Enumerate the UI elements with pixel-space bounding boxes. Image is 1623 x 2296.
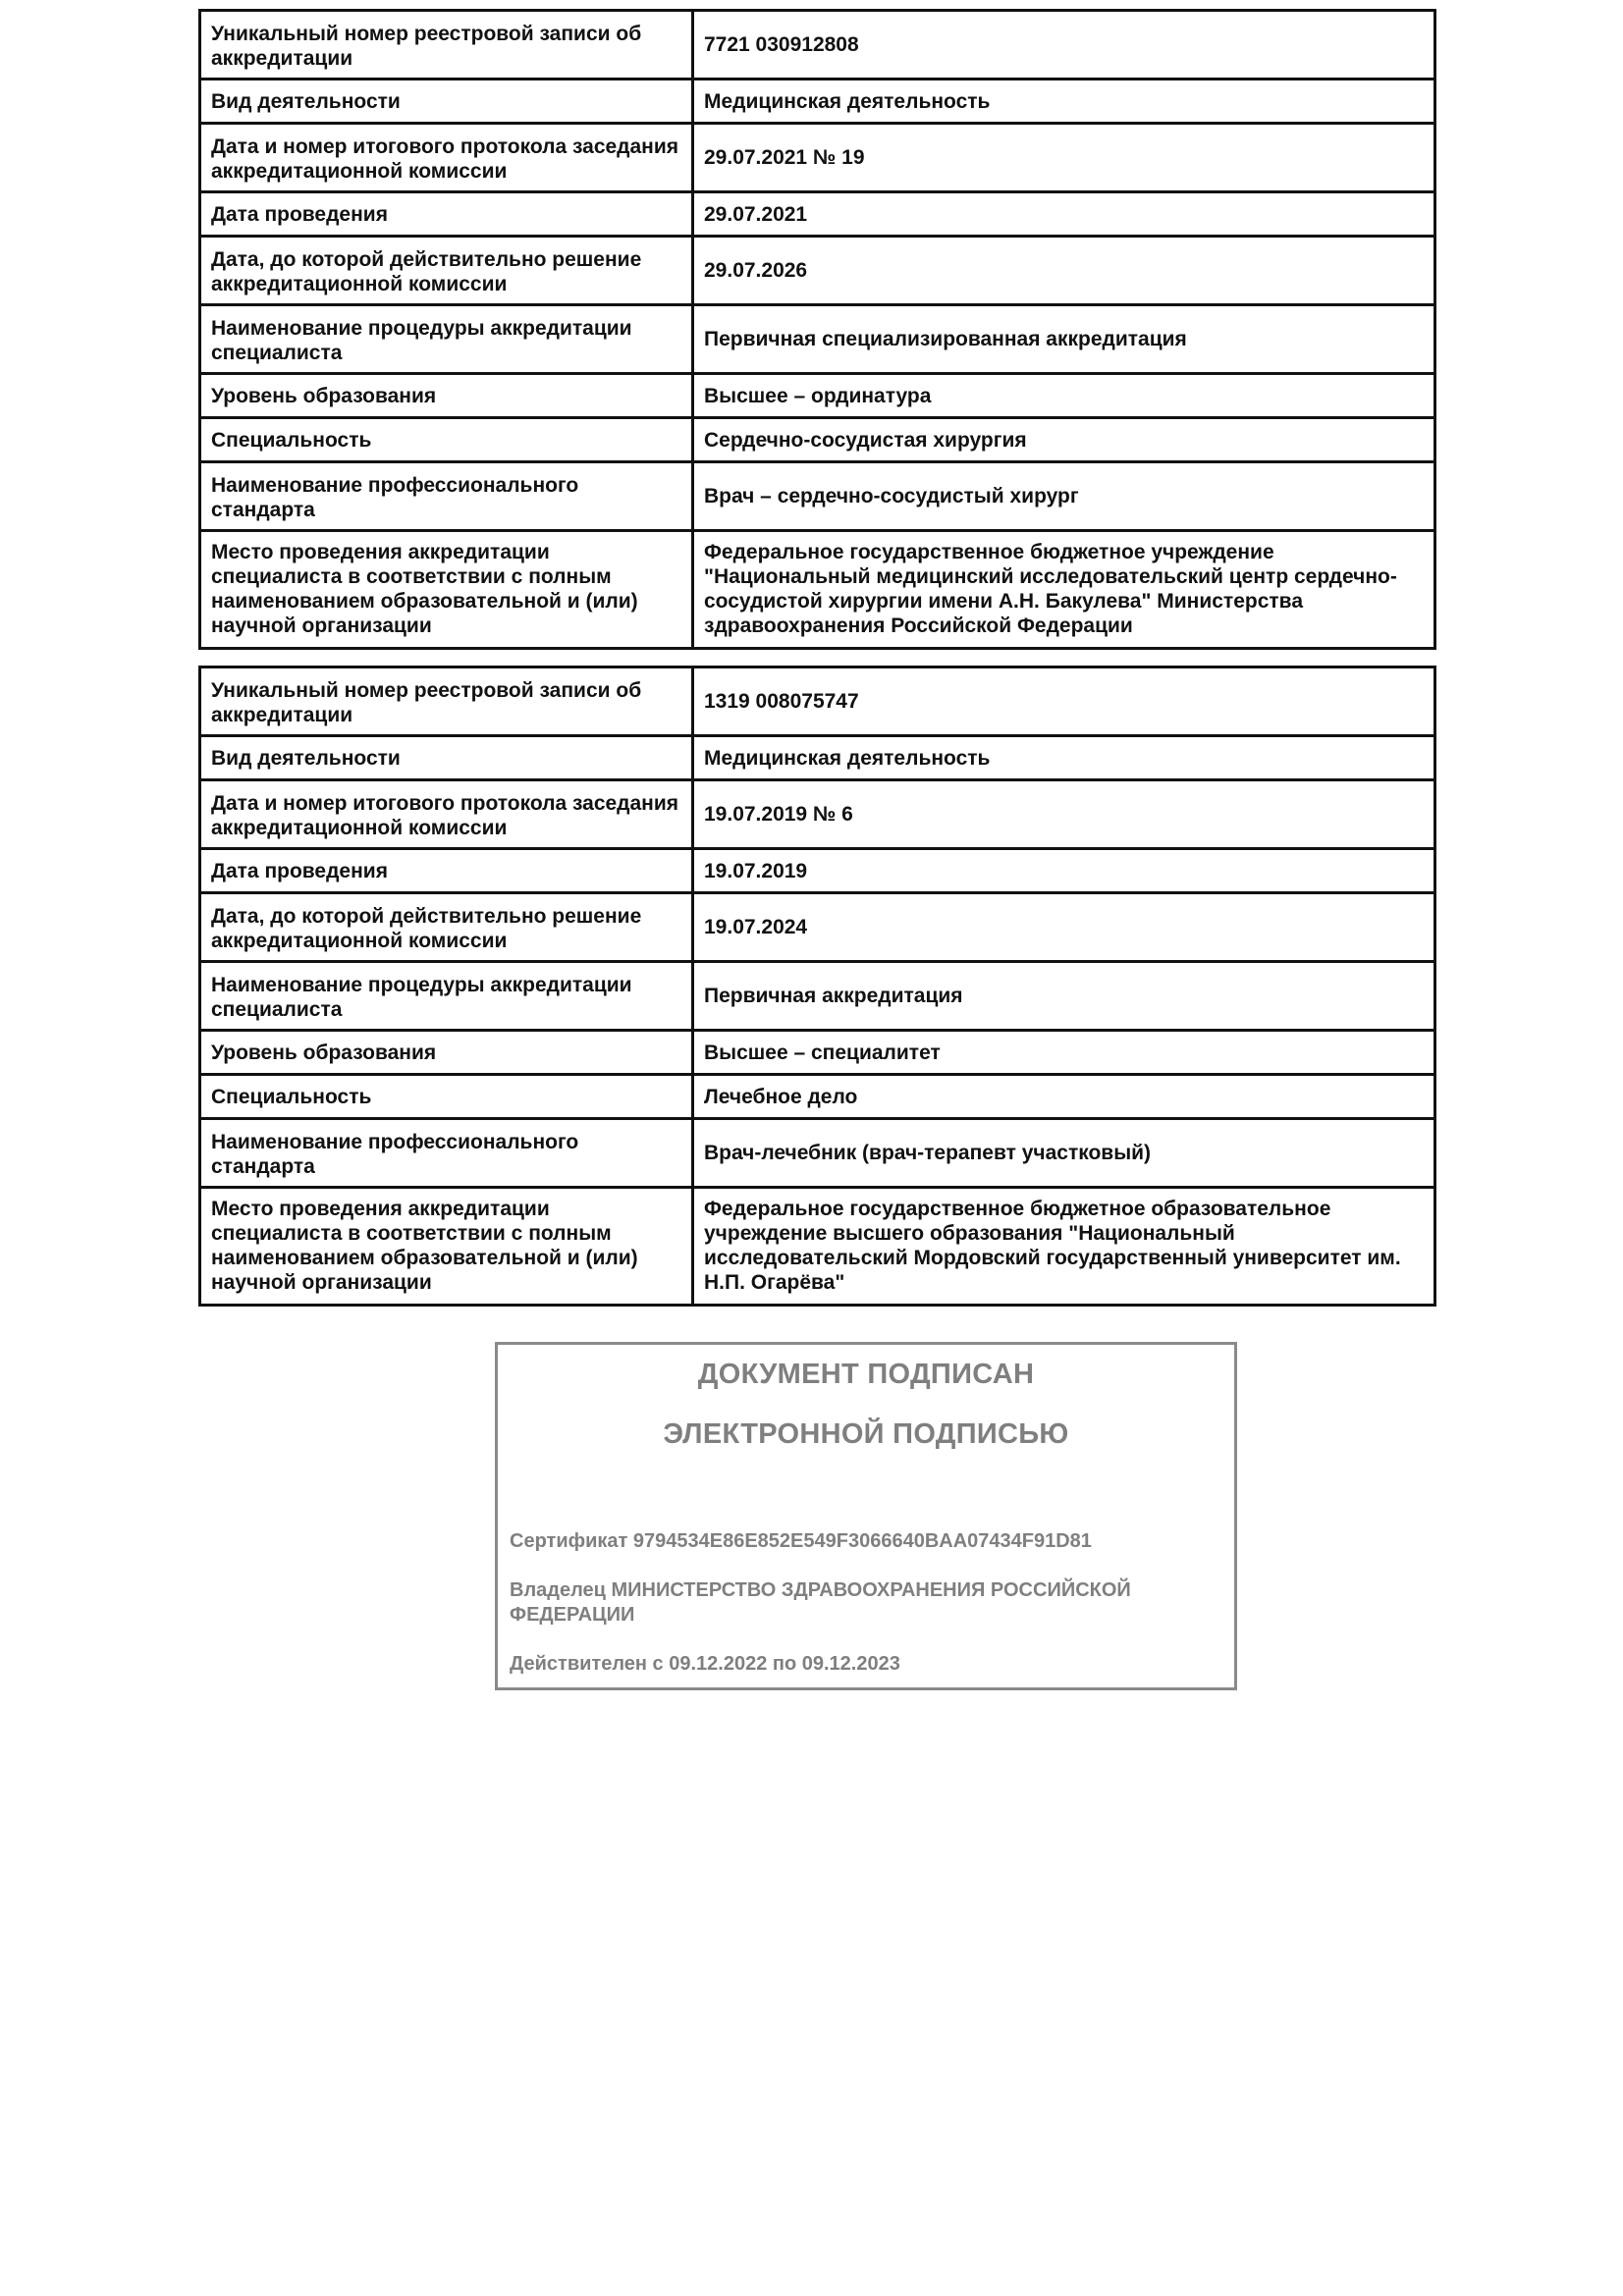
table-row bbox=[200, 1119, 1435, 1188]
owner-text: Владелец МИНИСТЕРСТВО ЗДРАВООХРАНЕНИЯ РОССИЙСКОЙ ФЕДЕРАЦИИ bbox=[510, 1579, 1131, 1626]
validity-text: Действителен с 09.12.2022 по 09.12.2023 bbox=[510, 1653, 900, 1675]
table-row bbox=[200, 849, 1435, 893]
education-level-value: Высшее – специалитет bbox=[693, 1031, 1435, 1075]
procedure-label: Наименование процедуры аккредитации специалиста bbox=[200, 962, 693, 1031]
education-level-label: Уровень образования bbox=[200, 374, 693, 418]
table-row bbox=[200, 1031, 1435, 1075]
table-row bbox=[200, 192, 1435, 237]
procedure-label: Наименование процедуры аккредитации специалиста bbox=[200, 305, 693, 374]
date-label: Дата проведения bbox=[200, 192, 693, 237]
valid-until-value: 19.07.2024 bbox=[693, 893, 1435, 962]
table-row bbox=[200, 1075, 1435, 1119]
place-label: Место проведения аккредитации специалиста в соответствии с полным наименованием образовательной и (или) научной организации bbox=[200, 531, 693, 649]
specialty-value: Лечебное дело bbox=[693, 1075, 1435, 1119]
table-row bbox=[200, 11, 1435, 80]
valid-until-label: Дата, до которой действительно решение аккредитационной комиссии bbox=[200, 237, 693, 305]
standard-value: Врач – сердечно-сосудистый хирург bbox=[693, 462, 1435, 531]
registry-number-value: 7721 030912808 bbox=[693, 11, 1435, 80]
table-row bbox=[200, 531, 1435, 649]
table-row bbox=[200, 418, 1435, 462]
valid-until-label: Дата, до которой действительно решение аккредитационной комиссии bbox=[200, 893, 693, 962]
place-value: Федеральное государственное бюджетное учреждение "Национальный медицинский исследовательский центр сердечно-сосудистой хирургии имени А.Н. Бакулева" Министерства здравоохранения Российской Федерации bbox=[693, 531, 1435, 649]
protocol-value: 29.07.2021 № 19 bbox=[693, 124, 1435, 192]
certificate-text: Сертификат 9794534E86E852E549F3066640BAA07434F91D81 bbox=[510, 1530, 1092, 1552]
date-value: 19.07.2019 bbox=[693, 849, 1435, 893]
table-row bbox=[200, 962, 1435, 1031]
registry-number-label: Уникальный номер реестровой записи об аккредитации bbox=[200, 667, 693, 736]
table-row bbox=[200, 124, 1435, 192]
education-level-value: Высшее – ординатура bbox=[693, 374, 1435, 418]
table-row bbox=[200, 237, 1435, 305]
table-row bbox=[200, 462, 1435, 531]
education-level-label: Уровень образования bbox=[200, 1031, 693, 1075]
stamp-title: ДОКУМЕНТ ПОДПИСАН bbox=[697, 1359, 1035, 1390]
table-row bbox=[200, 80, 1435, 124]
stamp-subtitle: ЭЛЕКТРОННОЙ ПОДПИСЬЮ bbox=[663, 1418, 1069, 1450]
specialty-label: Специальность bbox=[200, 418, 693, 462]
table-row bbox=[200, 374, 1435, 418]
registry-number-value: 1319 008075747 bbox=[693, 667, 1435, 736]
activity-label: Вид деятельности bbox=[200, 80, 693, 124]
place-label: Место проведения аккредитации специалиста в соответствии с полным наименованием образовательной и (или) научной организации bbox=[200, 1188, 693, 1306]
place-value: Федеральное государственное бюджетное образовательное учреждение высшего образования "Национальный исследовательский Мордовский государственный университет им. Н.П. Огарёва" bbox=[693, 1188, 1435, 1306]
electronic-signature-stamp bbox=[495, 1342, 1237, 1690]
protocol-label: Дата и номер итогового протокола заседания аккредитационной комиссии bbox=[200, 780, 693, 849]
date-value: 29.07.2021 bbox=[693, 192, 1435, 237]
activity-value: Медицинская деятельность bbox=[693, 80, 1435, 124]
specialty-value: Сердечно-сосудистая хирургия bbox=[693, 418, 1435, 462]
valid-until-value: 29.07.2026 bbox=[693, 237, 1435, 305]
table-row bbox=[200, 305, 1435, 374]
standard-value: Врач-лечебник (врач-терапевт участковый) bbox=[693, 1119, 1435, 1188]
specialty-label: Специальность bbox=[200, 1075, 693, 1119]
procedure-value: Первичная аккредитация bbox=[693, 962, 1435, 1031]
standard-label: Наименование профессионального стандарта bbox=[200, 462, 693, 531]
protocol-value: 19.07.2019 № 6 bbox=[693, 780, 1435, 849]
accreditation-record-table bbox=[198, 666, 1436, 1307]
standard-label: Наименование профессионального стандарта bbox=[200, 1119, 693, 1188]
accreditation-record-table bbox=[198, 9, 1436, 650]
table-row bbox=[200, 893, 1435, 962]
activity-value: Медицинская деятельность bbox=[693, 736, 1435, 780]
date-label: Дата проведения bbox=[200, 849, 693, 893]
protocol-label: Дата и номер итогового протокола заседания аккредитационной комиссии bbox=[200, 124, 693, 192]
table-row bbox=[200, 736, 1435, 780]
registry-number-label: Уникальный номер реестровой записи об аккредитации bbox=[200, 11, 693, 80]
table-row bbox=[200, 1188, 1435, 1306]
table-row bbox=[200, 667, 1435, 736]
activity-label: Вид деятельности bbox=[200, 736, 693, 780]
table-row bbox=[200, 780, 1435, 849]
procedure-value: Первичная специализированная аккредитация bbox=[693, 305, 1435, 374]
